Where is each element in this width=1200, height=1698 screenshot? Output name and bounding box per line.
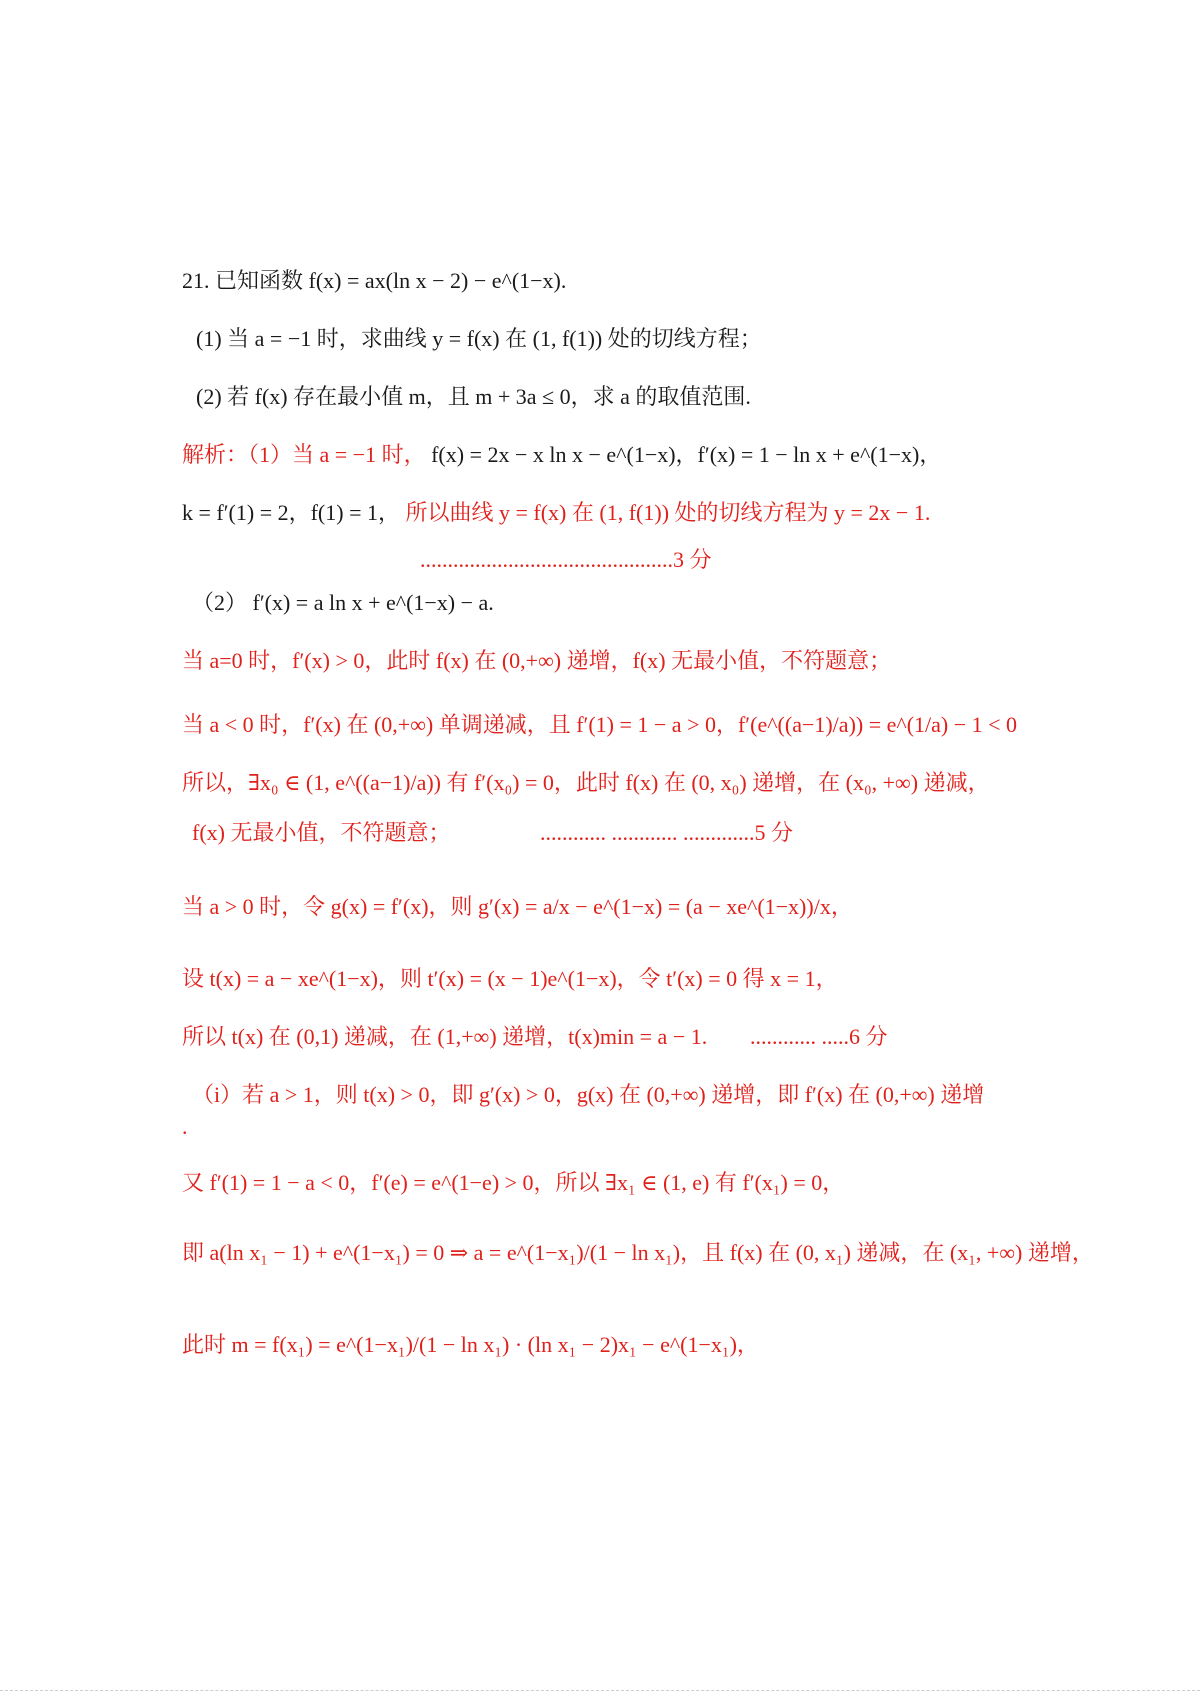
solution-line-1: 解析：（1）当 a = −1 时， f(x) = 2x − x ln x − e^(1−x)，f′(x) = 1 − ln x + e^(1−x)，	[182, 442, 942, 467]
case-i-dot: .	[182, 1114, 188, 1139]
ie-line: 即 a(ln x₁ − 1) + e^(1−x₁) = 0 ⇒ a = e^(1−x₁)/(1 − ln x₁)，且 f(x) 在 (0, x₁) 递减，在 (x₁, +∞) 递增，	[182, 1240, 1094, 1265]
problem-part-1: (1) 当 a = −1 时，求曲线 y = f(x) 在 (1, f(1)) 处的切线方程；	[196, 326, 762, 351]
again-line: 又 f′(1) = 1 − a < 0，f′(e) = e^(1−e) > 0，所以 ∃x₁ ∈ (1, e) 有 f′(x₁) = 0，	[182, 1170, 845, 1195]
case-a-negative-3: f(x) 无最小值，不符题意；	[192, 820, 451, 845]
problem-title	[182, 266, 566, 296]
t-definition: 设 t(x) = a − xe^(1−x)，则 t′(x) = (x − 1)e^(1−x)，令 t′(x) = 0 得 x = 1，	[182, 966, 838, 991]
score-5: ............ ............ .............5 分	[540, 820, 794, 845]
part2-head: （2） f′(x) = a ln x + e^(1−x) − a.	[192, 590, 494, 615]
score-6: ............ .....6 分	[750, 1024, 888, 1049]
case-a-negative: 当 a < 0 时，f′(x) 在 (0,+∞) 单调递减，且 f′(1) = 1 − a > 0，f′(e^((a−1)/a)) = e^(1/a) − 1 < 0	[182, 712, 1018, 737]
score-3: ..............................................3 分	[420, 547, 712, 572]
case-a-positive: 当 a > 0 时，令 g(x) = f′(x)，则 g′(x) = a/x − e^(1−x) = (a − xe^(1−x))/x，	[182, 894, 853, 919]
case-i: （i）若 a > 1，则 t(x) > 0，即 g′(x) > 0，g(x) 在 (0,+∞) 递增，即 f′(x) 在 (0,+∞) 递增	[192, 1082, 985, 1107]
case-a-negative-2: 所以，∃x₀ ∈ (1, e^((a−1)/a)) 有 f′(x₀) = 0，此时 f(x) 在 (0, x₀) 递增，在 (x₀, +∞) 递减，	[182, 770, 990, 795]
m-definition: 此时 m = f(x₁) = e^(1−x₁)/(1 − ln x₁) · (ln x₁ − 2)x₁ − e^(1−x₁)，	[182, 1332, 759, 1357]
t-minimum: 所以 t(x) 在 (0,1) 递减，在 (1,+∞) 递增，t(x)min = a − 1.	[182, 1024, 708, 1049]
problem-title-text: 21. 已知函数 f(x) = ax(ln x − 2) − e^(1−x).	[182, 268, 567, 293]
page-bottom-border	[0, 1690, 1200, 1691]
problem-part-2: (2) 若 f(x) 存在最小值 m，且 m + 3a ≤ 0，求 a 的取值范围.	[196, 384, 751, 409]
case-a-zero: 当 a=0 时，f′(x) > 0，此时 f(x) 在 (0,+∞) 递增，f(x) 无最小值，不符题意；	[182, 648, 892, 673]
solution-line-2: k = f′(1) = 2，f(1) = 1， 所以曲线 y = f(x) 在 (1, f(1)) 处的切线方程为 y = 2x − 1.	[182, 500, 931, 525]
